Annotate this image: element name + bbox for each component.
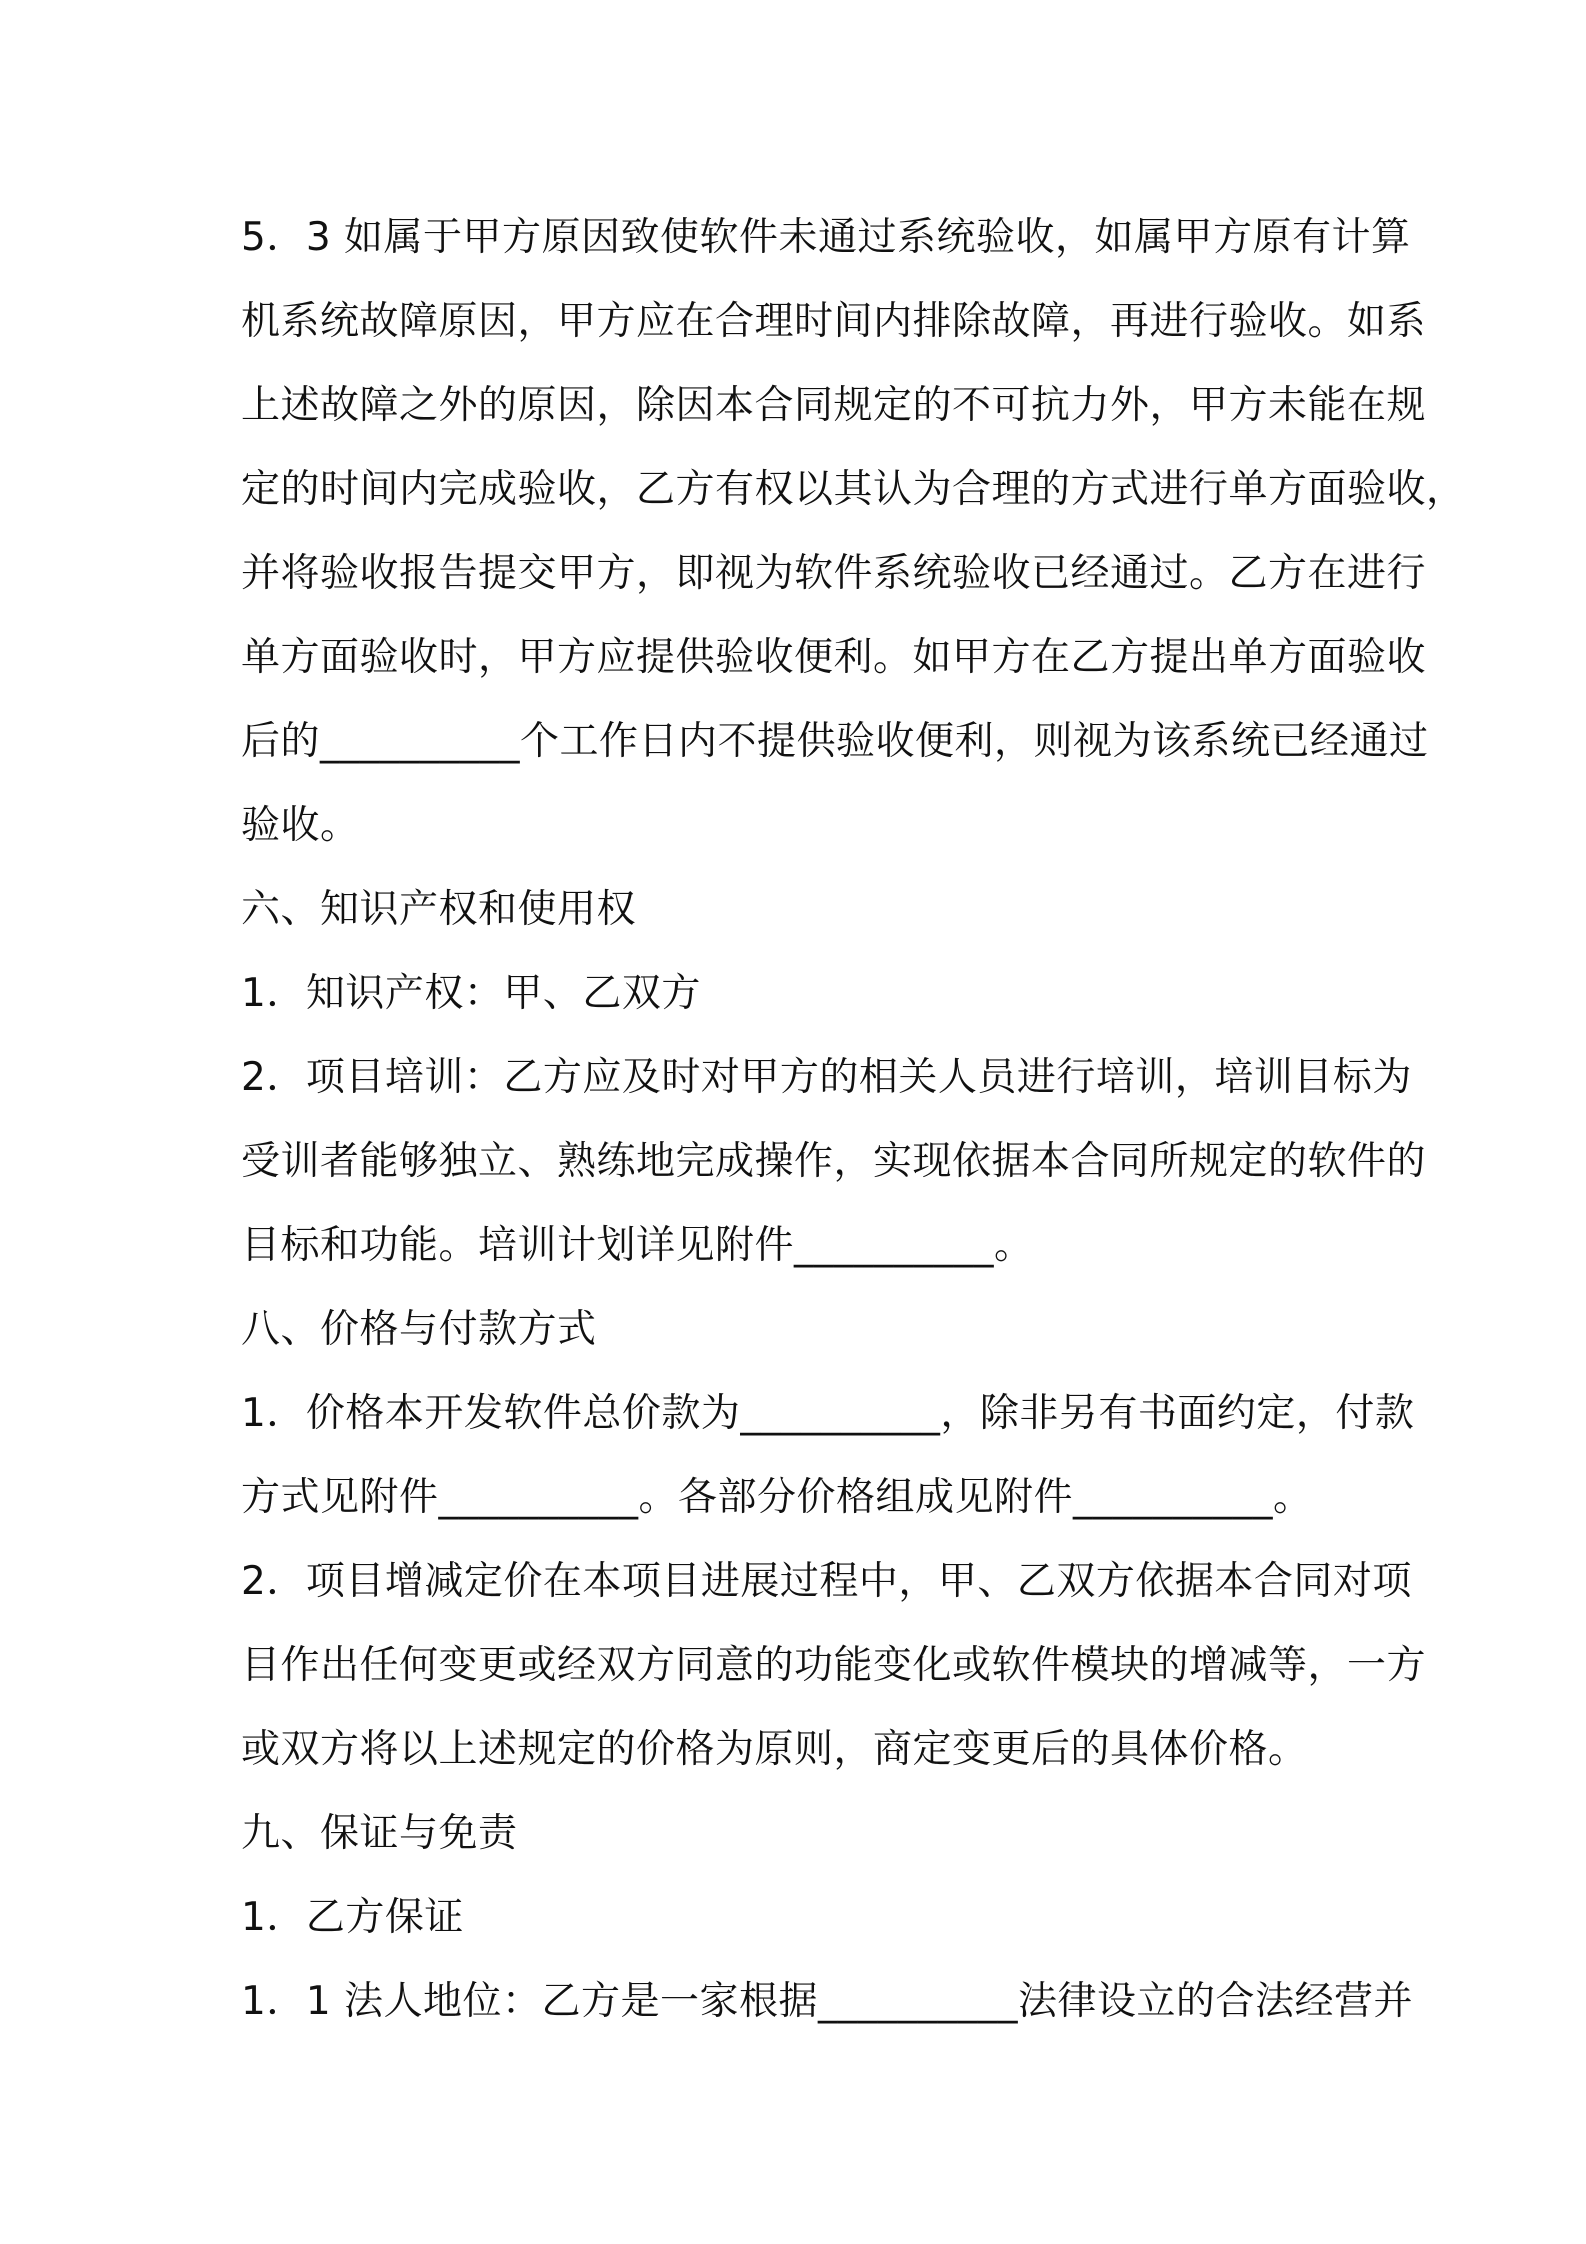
text-line: 2．项目增减定价在本项目进展过程中，甲、乙双方依据本合同对项 xyxy=(241,1559,1412,1604)
text-line: 机系统故障原因，甲方应在合理时间内排除故障，再进行验收。如系 xyxy=(241,299,1427,344)
text-line: 目作出任何变更或经双方同意的功能变化或软件模块的增减等，一方 xyxy=(241,1643,1427,1688)
document-body xyxy=(241,196,1466,2044)
text-line: 后的__________个工作日内不提供验收便利，则视为该系统已经通过 xyxy=(241,719,1429,764)
text-line: 目标和功能。培训计划详见附件__________。 xyxy=(241,1223,1034,1268)
text-line: 定的时间内完成验收，乙方有权以其认为合理的方式进行单方面验收， xyxy=(241,467,1466,512)
text-line: 1．知识产权：甲、乙双方 xyxy=(241,971,701,1016)
text-line: 或双方将以上述规定的价格为原则，商定变更后的具体价格。 xyxy=(241,1727,1308,1772)
text-line: 验收。 xyxy=(241,803,360,848)
text-line: 2．项目培训：乙方应及时对甲方的相关人员进行培训，培训目标为 xyxy=(241,1055,1412,1100)
section-heading: 六、知识产权和使用权 xyxy=(241,887,637,932)
text-line: 1．1 法人地位：乙方是一家根据__________法律设立的合法经营并 xyxy=(241,1979,1414,2024)
text-line: 上述故障之外的原因，除因本合同规定的不可抗力外，甲方未能在规 xyxy=(241,383,1427,428)
text-line: 5．3 如属于甲方原因致使软件未通过系统验收，如属甲方原有计算 xyxy=(241,215,1411,260)
text-line: 并将验收报告提交甲方，即视为软件系统验收已经通过。乙方在进行 xyxy=(241,551,1427,596)
section-heading: 九、保证与免责 xyxy=(241,1811,518,1856)
text-line: 1．乙方保证 xyxy=(241,1895,464,1940)
text-line: 1．价格本开发软件总价款为__________，除非另有书面约定，付款 xyxy=(241,1391,1415,1436)
text-line: 受训者能够独立、熟练地完成操作，实现依据本合同所规定的软件的 xyxy=(241,1139,1427,1184)
text-line: 单方面验收时，甲方应提供验收便利。如甲方在乙方提出单方面验收 xyxy=(241,635,1427,680)
section-heading: 八、价格与付款方式 xyxy=(241,1307,597,1352)
text-line: 方式见附件__________。各部分价格组成见附件__________。 xyxy=(241,1475,1313,1520)
